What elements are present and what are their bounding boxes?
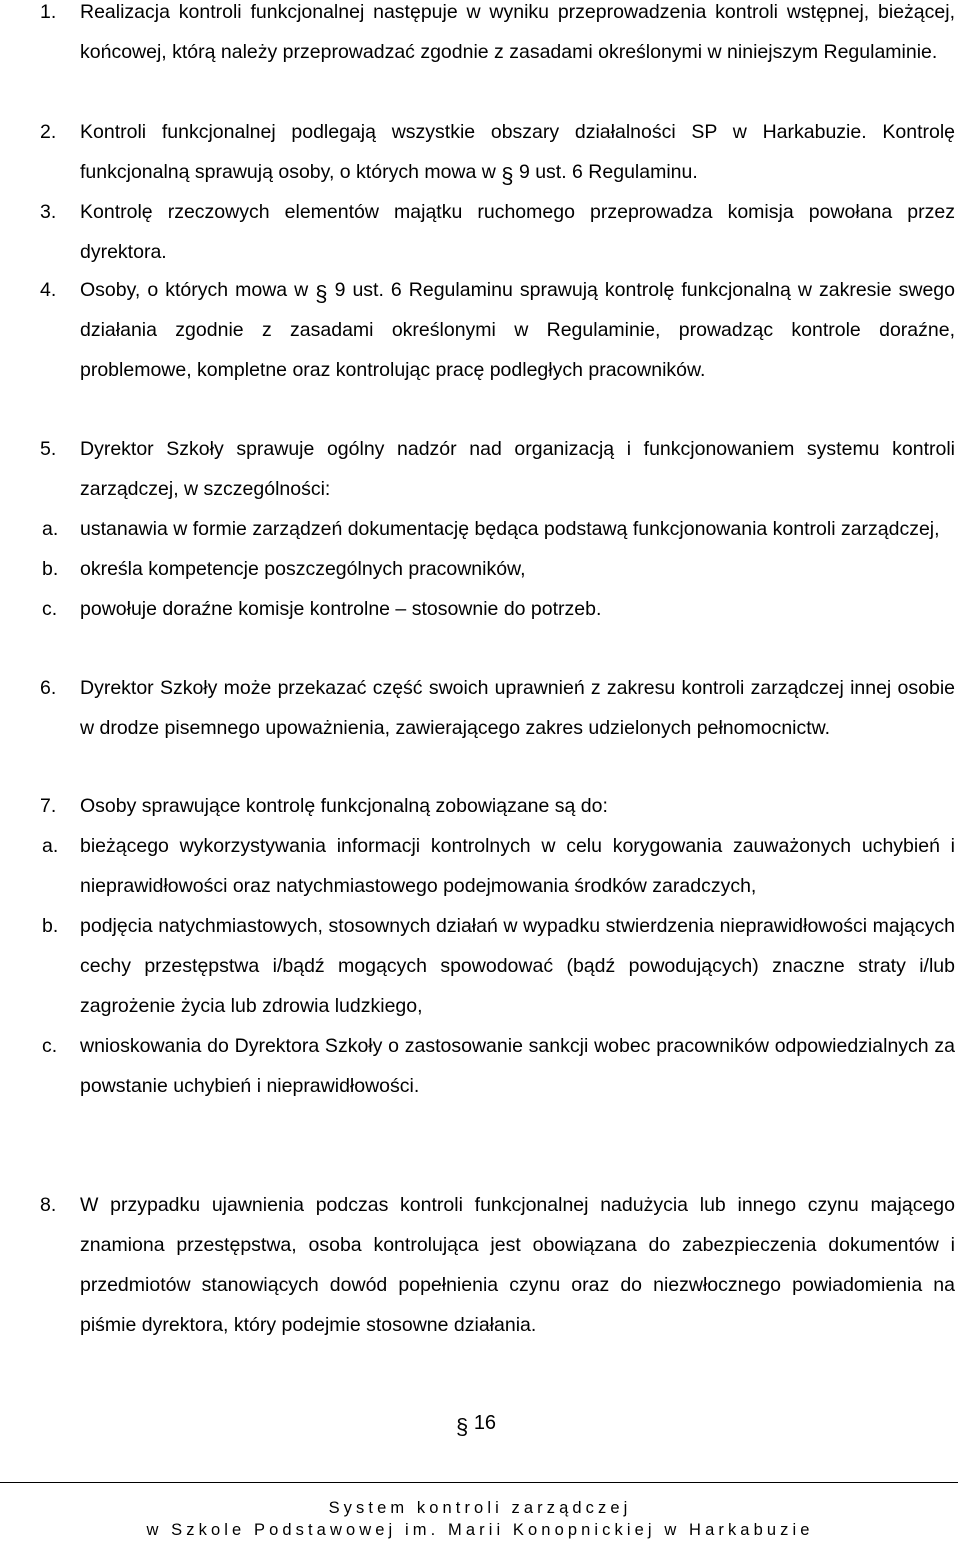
list-number: 7.: [40, 795, 57, 817]
sublist-letter: a.: [42, 518, 59, 540]
list-item-text: Osoby sprawujące kontrolę funkcjonalną zobowiązane są do: a. bieżącego wykorzystywania informacji kontrolnych w celu korygowania zauważonych uchybień i nieprawidłowości oraz natychmiastowego podejmowania środków zaradczych, b. podjęcia natychmiastowych, stosownych działań w wypadku stwierdzenia nieprawidłowości mających cechy przestępstwa i/bądź mogących spowodować (bądź powodujących) znaczne straty i/lub zagrożenie życia lub zdrowia ludzkiego, c. wnioskowania do Dyrektora Szkoły o zastosowanie sankcji wobec pracowników odpowiedzialnych za powstanie uchybień i nieprawidłowości.: [80, 786, 955, 1106]
list-number: 3.: [40, 201, 57, 223]
sublist-item-text: bieżącego wykorzystywania informacji kontrolnych w celu korygowania zauważonych uchybień i nieprawidłowości oraz natychmiastowego podejmowania środków zaradczych,: [80, 835, 955, 897]
list-item-3: [0, 192, 955, 272]
sublist-letter: c.: [42, 1035, 58, 1057]
list-item-text: W przypadku ujawnienia podczas kontroli funkcjonalnej nadużycia lub innego czynu mającego znamiona przestępstwa, osoba kontrolująca jest obowiązana do zabezpieczenia dokumentów i przedmiotów stanowiących dowód popełnienia czynu oraz do niezwłocznego powiadomienia na piśmie dyrektora, który podejmie stosowne działania.: [80, 1194, 955, 1336]
list-number: 8.: [40, 1194, 57, 1216]
list-item-8: [0, 1185, 955, 1345]
sublist-item-text: podjęcia natychmiastowych, stosownych działań w wypadku stwierdzenia nieprawidłowości mających cechy przestępstwa i/bądź mogących spowodować (bądź powodujących) znaczne straty i/lub zagrożenie życia lub zdrowia ludzkiego,: [80, 915, 955, 1017]
sublist-letter: b.: [42, 915, 59, 937]
footer-title: System kontroli zarządczej: [328, 1499, 632, 1517]
list-item-text: Dyrektor Szkoły sprawuje ogólny nadzór nad organizacją i funkcjonowaniem systemu kontroli zarządczej, w szczególności: a. ustanawia w formie zarządzeń dokumentację będąca podstawą funkcjonowania kontroli zarządczej, b. określa kompetencje poszczególnych pracowników, c. powołuje doraźne komisje kontrolne – stosownie do potrzeb.: [80, 429, 955, 629]
list-number: 2.: [40, 121, 57, 143]
footer-school-name: w Szkole Podstawowej im. Marii Konopnickiej w Harkabuzie: [146, 1521, 814, 1539]
sublist-item-b: [42, 906, 955, 1026]
list-item-text: Realizacja kontroli funkcjonalnej następuje w wyniku przeprowadzenia kontroli wstępnej, bieżącej, końcowej, którą należy przeprowadzać zgodnie z zasadami określonymi w niniejszym Regulaminie.: [80, 1, 955, 63]
list-item-4: [0, 270, 955, 390]
sublist-item-c: [42, 1026, 955, 1106]
list-item-text: Osoby, o których mowa w § 9 ust. 6 Regulaminu sprawują kontrolę funkcjonalną w zakresie swego działania zgodnie z zasadami określonymi w Regulaminie, prowadząc kontrole doraźne, problemowe, kompletne oraz kontrolując pracę podległych pracowników.: [80, 279, 955, 381]
sublist-item-b: [42, 549, 955, 589]
list-item-1: [0, 0, 955, 72]
section-sign: §: [501, 163, 514, 188]
sublist-item-text: wnioskowania do Dyrektora Szkoły o zastosowanie sankcji wobec pracowników odpowiedzialnych za powstanie uchybień i nieprawidłowości.: [80, 1035, 955, 1097]
list-number: 4.: [40, 279, 57, 301]
sublist-item-text: określa kompetencje poszczególnych pracowników,: [80, 558, 526, 580]
sublist-letter: a.: [42, 835, 59, 857]
page-number: § 16: [456, 1412, 497, 1439]
list-item-6: [0, 668, 955, 748]
sublist-item-a: [42, 509, 955, 549]
list-item-text: Kontrolę rzeczowych elementów majątku ruchomego przeprowadza komisja powołana przez dyrektora.: [80, 201, 955, 263]
sublist-letter: b.: [42, 558, 59, 580]
sublist-item-text: powołuje doraźne komisje kontrolne – stosownie do potrzeb.: [80, 598, 602, 620]
list-item-5: [0, 429, 955, 629]
list-number: 5.: [40, 438, 57, 460]
list-item-7: [0, 786, 955, 1106]
list-number: 1.: [40, 1, 57, 23]
footer-divider: [0, 1482, 958, 1483]
list-number: 6.: [40, 677, 57, 699]
section-sign: §: [315, 281, 328, 306]
sublist-item-a: [42, 826, 955, 906]
list-item-text: Dyrektor Szkoły może przekazać część swoich uprawnień z zakresu kontroli zarządczej innej osobie w drodze pisemnego upoważnienia, zawierającego zakres udzielonych pełnomocnictw.: [80, 677, 955, 739]
section-sign: §: [456, 1414, 469, 1439]
sublist-item-c: [42, 589, 955, 629]
sublist-letter: c.: [42, 598, 58, 620]
list-item-text: Kontroli funkcjonalnej podlegają wszystkie obszary działalności SP w Harkabuzie. Kontrolę funkcjonalną sprawują osoby, o których mowa w § 9 ust. 6 Regulaminu.: [80, 121, 955, 188]
sublist-item-text: ustanawia w formie zarządzeń dokumentację będąca podstawą funkcjonowania kontroli zarządczej,: [80, 518, 940, 540]
list-item-2: [0, 112, 955, 192]
